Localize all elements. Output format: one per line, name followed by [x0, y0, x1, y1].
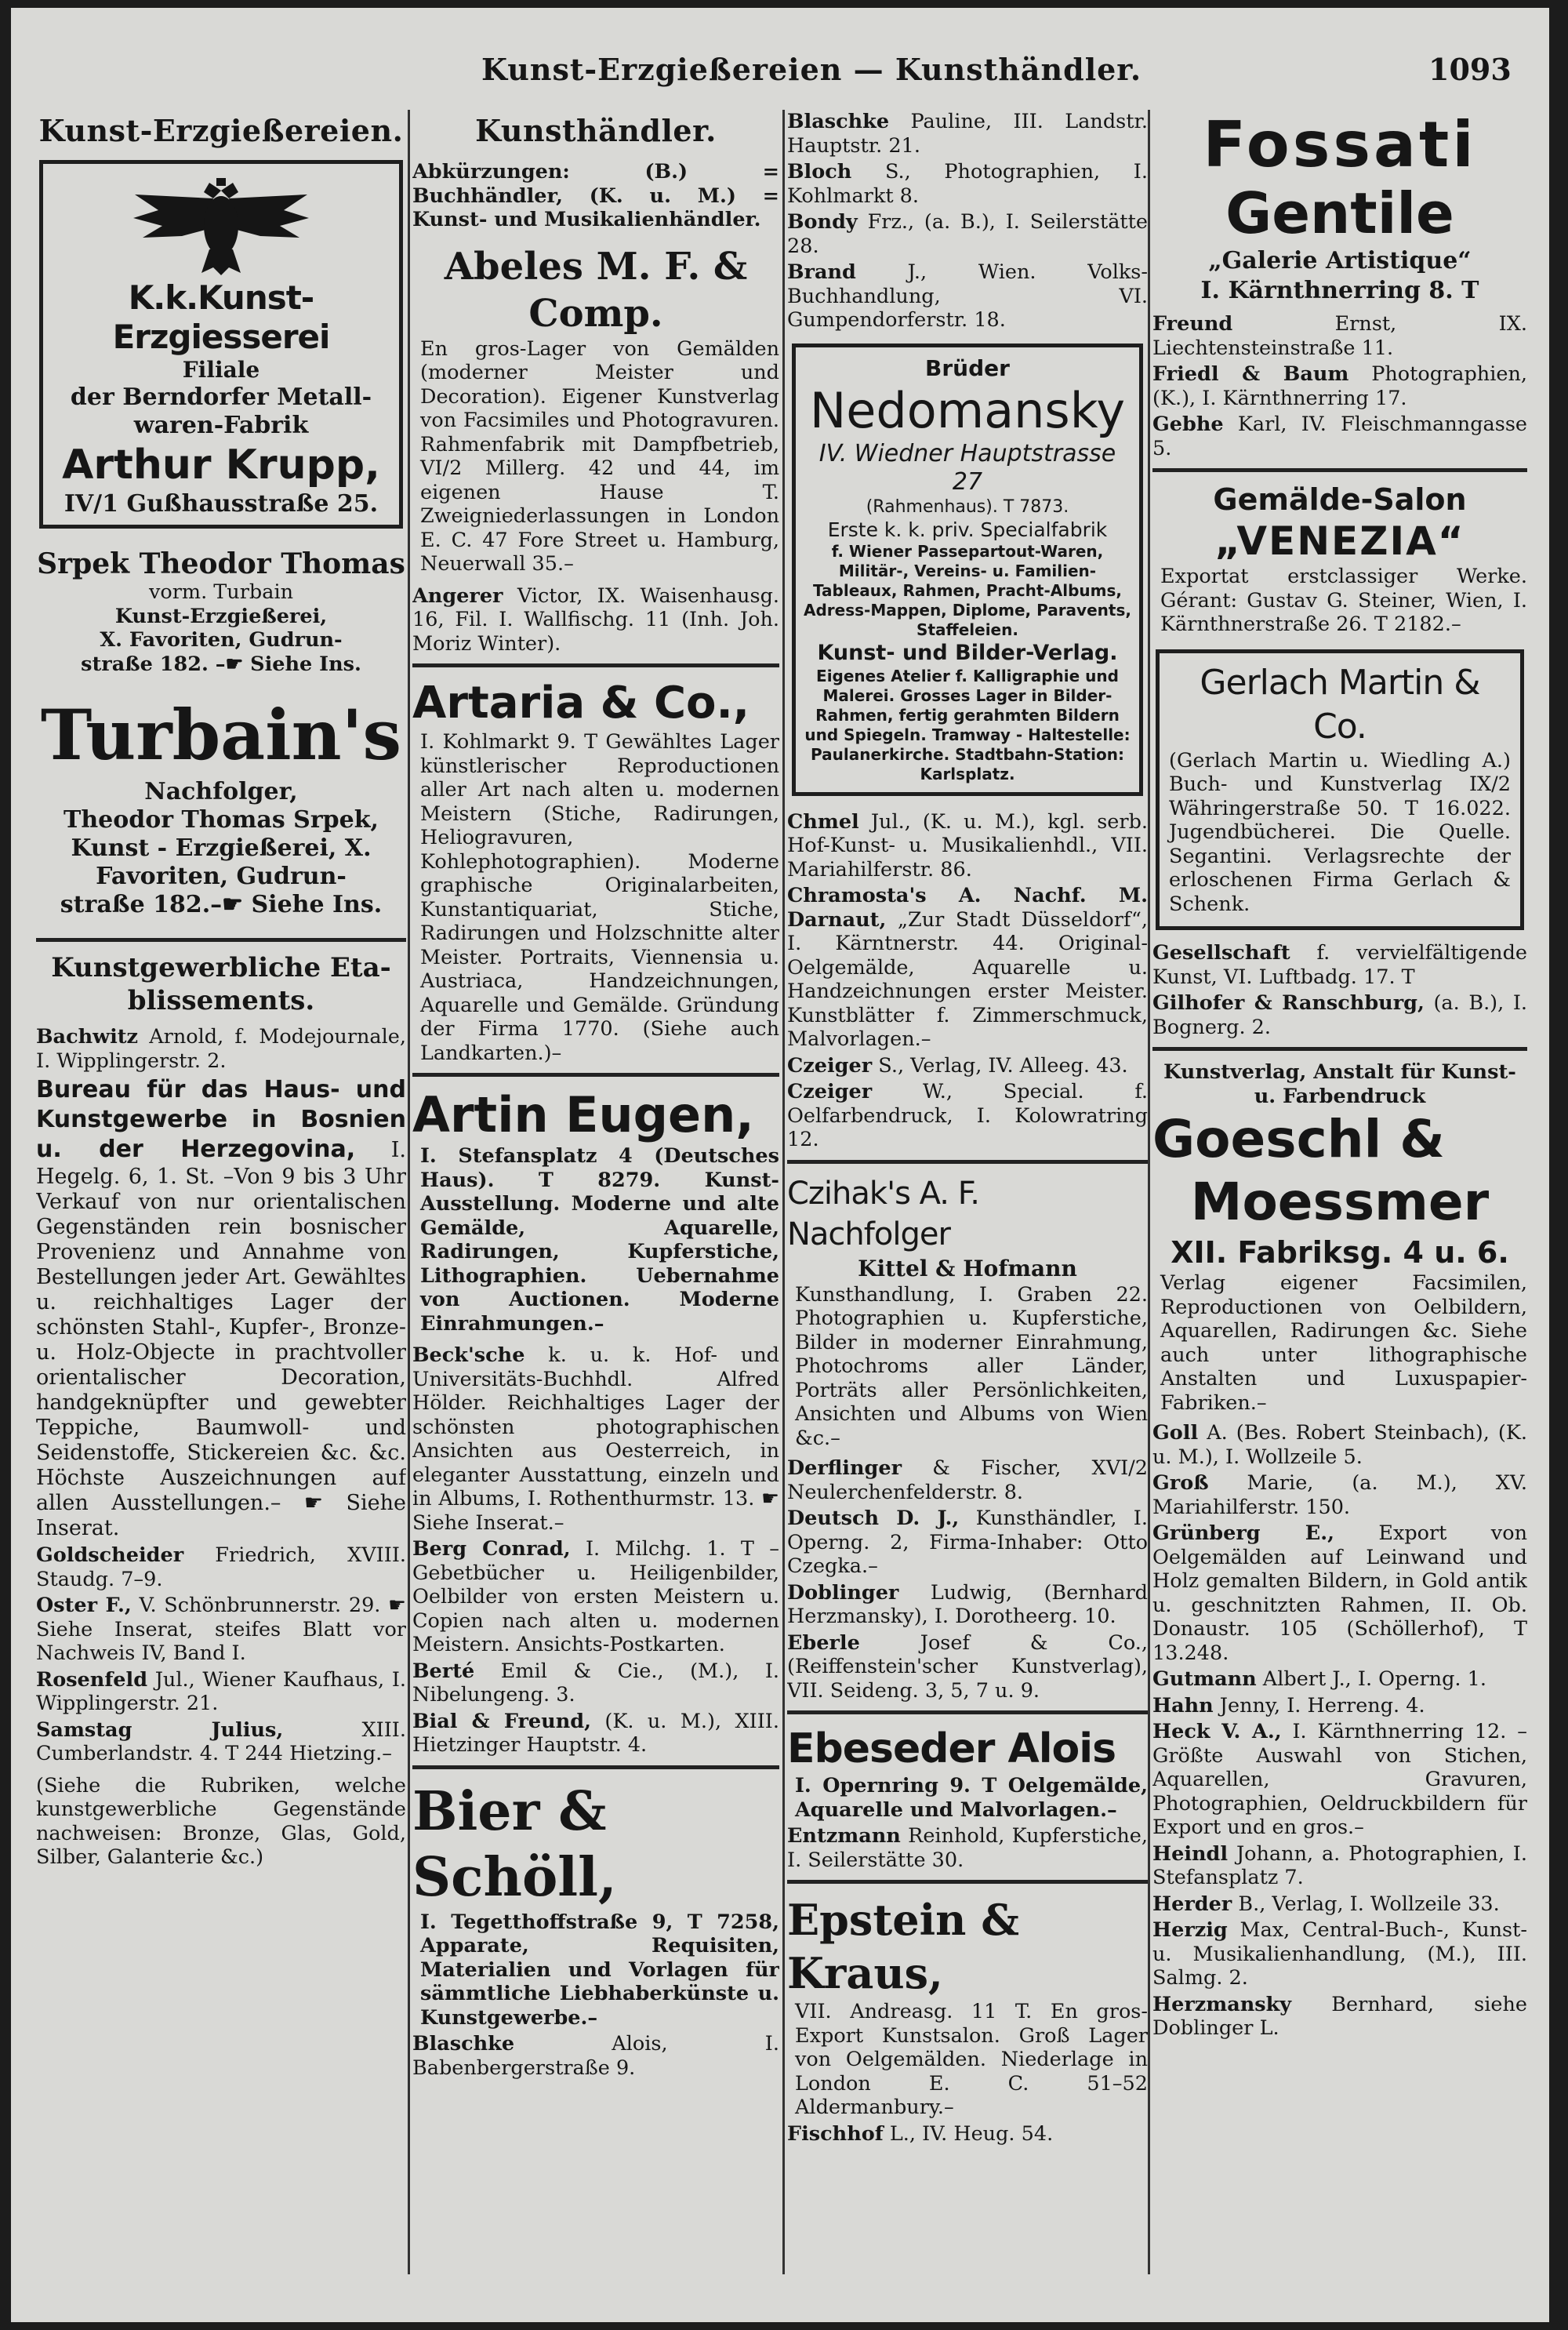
- krupp-ad-line1: Filiale: [182, 357, 260, 383]
- list-item: Friedl & Baum Photographien, (K.), I. Kärnthnerring 17.: [1152, 362, 1527, 410]
- srpek-line2: Kunst-Erzgießerei,: [114, 604, 328, 628]
- srpek-line3: X. Favoriten, Gudrun-: [100, 628, 343, 652]
- section-divider: [1152, 468, 1527, 472]
- goeschl-pre: Kunstverlag, Anstalt für Kunst- u. Farbendruck: [1163, 1060, 1516, 1108]
- venezia-line2: „VENEZIA“: [1214, 518, 1465, 564]
- srpek-line4: straße 182. –☛ Siehe Ins.: [81, 652, 361, 676]
- section-title-kunsthaendler: Kunsthändler.: [475, 113, 717, 148]
- list-item: Czeiger W., Special. f. Oelfarbendruck, I. Kolowratring 12.: [787, 1080, 1148, 1151]
- page-header-title: Kunst-Erzgießereien — Kunsthändler.: [481, 52, 1142, 87]
- artaria-name: Artaria & Co.,: [412, 678, 750, 729]
- turbain-ad-line3: Kunst - Erzgießerei, X.: [71, 834, 372, 862]
- list-item: Gutmann Albert J., I. Operng. 1.: [1152, 1667, 1486, 1691]
- krupp-ad-name: K.k.Kunst-Erzgiesserei: [112, 278, 330, 356]
- column-1: [36, 110, 406, 2290]
- bier-schoell-advertisement: [412, 1779, 779, 2030]
- section-divider: [412, 1765, 779, 1769]
- list-item: Berté Emil & Cie., (M.), I. Nibelungeng. 3.: [412, 1659, 779, 1707]
- list-item: Bachwitz Arnold, f. Modejournale, I. Wipplingerstr. 2.: [36, 1025, 406, 1073]
- section-divider: [787, 1710, 1148, 1714]
- bier-schoell-name: Bier & Schöll,: [412, 1779, 617, 1909]
- fossati-advertisement: [1152, 110, 1527, 306]
- goeschl-line2: Moessmer: [1190, 1172, 1490, 1232]
- epstein-kraus-advertisement: [787, 1893, 1148, 2120]
- turbain-ad-line4: Favoriten, Gudrun-: [96, 863, 347, 890]
- list-item: Bial & Freund, (K. u. M.), XIII. Hietzinger Hauptstr. 4.: [412, 1709, 779, 1757]
- list-item: (Siehe die Rubriken, welche kunstgewerbliche Gegenstände nachweisen: Bronze, Glas, Gold, Silber, Galanterie &c.): [36, 1773, 406, 1869]
- venezia-line1: Gemälde-Salon: [1213, 482, 1467, 517]
- nedomansky-ad-line0: Brüder: [925, 354, 1010, 381]
- krupp-ad-line2: der Berndorfer Metall-: [70, 383, 372, 411]
- section-divider: [412, 1073, 779, 1077]
- nedomansky-ad-line3: Erste k. k. priv. Specialfabrik: [827, 518, 1108, 541]
- column-4: [1152, 110, 1527, 2290]
- abeles-name: Abeles M. F. & Comp.: [444, 244, 748, 336]
- abeles-advertisement: [412, 243, 779, 576]
- turbain-ad-line1: Nachfolger,: [144, 778, 298, 805]
- list-item: Rosenfeld Jul., Wiener Kaufhaus, I. Wipplingerstr. 21.: [36, 1667, 406, 1715]
- list-item: Eberle Josef & Co., (Reiffenstein'scher Kunstverlag), VII. Seideng. 3, 5, 7 u. 9.: [787, 1630, 1148, 1703]
- fossati-line2: Gentile: [1225, 180, 1454, 246]
- list-item: Goldscheider Friedrich, XVIII. Staudg. 7–9.: [36, 1543, 406, 1591]
- list-item: Oster F., V. Schönbrunnerstr. 29. ☛ Siehe Inserat, steifes Blatt vor Nachweis IV, Band I.: [36, 1594, 406, 1665]
- list-item: Grünberg E., Export von Oelgemälden auf Leinwand und Holz gemalten Bildern, in Gold antik u. geschnitzten Rahmen, II. Ob. Donaustr. 105 (Schöllerhof), T 13.248.: [1152, 1521, 1527, 1665]
- section-title-kunstgewerbliche: Kunstgewerbliche Eta-blissements.: [51, 952, 391, 1016]
- list-item: Blaschke Alois, I. Babenbergerstraße 9.: [412, 2032, 779, 2080]
- column-rule: [1148, 110, 1150, 2274]
- venezia-advertisement: [1152, 482, 1527, 637]
- section-divider: [36, 938, 406, 942]
- fossati-line1: Fossati: [1203, 110, 1477, 181]
- gerlach-advertisement: [1156, 649, 1524, 931]
- krupp-ad-owner: Arthur Krupp,: [62, 442, 380, 489]
- krupp-ad-line3: waren-Fabrik: [133, 412, 309, 439]
- section-divider: [787, 1160, 1148, 1164]
- goeschl-line1: Goeschl &: [1152, 1109, 1445, 1169]
- epstein-kraus-name: Epstein & Kraus,: [787, 1895, 1019, 1998]
- krupp-advertisement: [39, 160, 403, 529]
- list-item: Beck'sche k. u. k. Hof- und Universitäts-Buchhdl. Alfred Hölder. Reichhaltiges Lager der schönsten photographischen Ansichten aus Oesterreich, in eleganter Ausstattung, einzeln und in Albums, I. Rothenthurmstr. 13. ☛ Siehe Inserat.–: [412, 1343, 779, 1535]
- page-header: [11, 49, 1549, 93]
- section-divider: [1152, 1047, 1527, 1051]
- column-2: [412, 110, 779, 2290]
- turbain-ad-name: Turbain's: [40, 694, 402, 776]
- srpek-line1: vorm. Turbain: [148, 580, 294, 604]
- column-rule: [782, 110, 785, 2274]
- list-item: Bloch S., Photographien, I. Kohlmarkt 8.: [787, 160, 1148, 208]
- list-item: Bondy Frz., (a. B.), I. Seilerstätte 28.: [787, 210, 1148, 258]
- czihak-name: Czihak's A. F. Nachfolger: [787, 1175, 980, 1252]
- ebeseder-advertisement: [787, 1724, 1148, 1822]
- nedomansky-ad-line6: Eigenes Atelier f. Kalligraphie und Malerei. Grosses Lager in Bilder-Rahmen, fertig gerahmten Bildern und Spiegeln. Tramway - Haltestelle: Paulanerkirche. Stadtbahn-Station: Karlsplatz.: [804, 666, 1131, 783]
- artin-advertisement: [412, 1086, 779, 1336]
- krupp-ad-address: IV/1 Gußhausstraße 25.: [64, 490, 379, 518]
- list-item: Brand J., Wien. Volks-Buchhandlung, VI. Gumpendorferstr. 18.: [787, 260, 1148, 332]
- artin-text: I. Stefansplatz 4 (Deutsches Haus). T 8279. Kunst-Ausstellung. Moderne und alte Gemälde, Aquarelle, Radirungen, Kupferstiche, Lithographien. Uebernahme von Auctionen. Moderne Einrahmungen.–: [420, 1144, 779, 1336]
- column-3: [787, 110, 1148, 2290]
- goeschl-line3: XII. Fabriksg. 4 u. 6.: [1171, 1235, 1509, 1270]
- goeschl-advertisement: [1152, 1060, 1527, 1415]
- artin-name: Artin Eugen,: [412, 1086, 754, 1143]
- turbain-advertisement: [36, 692, 406, 919]
- list-item: Chmel Jul., (K. u. M.), kgl. serb. Hof-Kunst- u. Musikalienhdl., VII. Mariahilferstr. 86.: [787, 809, 1148, 881]
- artaria-advertisement: [412, 677, 779, 1065]
- fossati-line4: I. Kärnthnerring 8. T: [1200, 277, 1479, 304]
- column-rule: [408, 110, 410, 2274]
- venezia-line3: Exportat erstclassiger Werke. Gérant: Gustav G. Steiner, Wien, I. Kärnthnerstraße 26. T 2182.–: [1160, 565, 1527, 636]
- list-item: Deutsch D. J., Kunsthändler, I. Operng. 2, Firma-Inhaber: Otto Czegka.–: [787, 1507, 1148, 1578]
- ebeseder-name: Ebeseder Alois: [787, 1725, 1116, 1772]
- srpek-name: Srpek Theodor Thomas: [37, 547, 405, 580]
- section-title-kunst-erzgiessereien: Kunst-Erzgießereien.: [38, 113, 404, 148]
- list-item: Herder B., Verlag, I. Wollzeile 33.: [1152, 1892, 1500, 1916]
- srpek-entry: [36, 547, 406, 676]
- list-item: Gesellschaft f. vervielfältigende Kunst, VI. Luftbadg. 17. T: [1152, 941, 1527, 989]
- abeles-text: En gros-Lager von Gemälden (moderner Meister und Decoration). Eigener Kunstverlag von Facsimiles und Photogravuren. Rahmenfabrik mit Dampfbetrieb, VI/2 Millerg. 42 und 44, im eigenen Hause T. Zweigniederlassungen in London E. C. 47 Fore Street u. Hamburg, Neuerwall 35.–: [420, 336, 779, 576]
- page-number: 1093: [1428, 52, 1512, 87]
- list-item: Fischhof L., IV. Heug. 54.: [787, 2121, 1054, 2146]
- nedomansky-ad-line4: f. Wiener Passepartout-Waren, Militär-, Vereins- u. Familien-Tableaux, Rahmen, Pracht-Albums, Adress-Mappen, Diplome, Paravents, Staffeleien.: [804, 541, 1131, 639]
- section-divider: [787, 1880, 1148, 1884]
- list-item: Gebhe Karl, IV. Fleischmanngasse 5.: [1152, 413, 1527, 460]
- list-item: Doblinger Ludwig, (Bernhard Herzmansky), I. Dorotheerg. 10.: [787, 1580, 1148, 1628]
- nedomansky-advertisement: [792, 344, 1143, 796]
- list-item: Czeiger S., Verlag, IV. Alleeg. 43.: [787, 1053, 1128, 1078]
- list-item: Blaschke Pauline, III. Landstr. Hauptstr. 21.: [787, 110, 1148, 158]
- turbain-ad-line5: straße 182.–☛ Siehe Ins.: [60, 891, 383, 918]
- czihak-text: Kunsthandlung, I. Graben 22. Photographien u. Kupferstiche, Bilder in moderner Einrahmung, Photochroms aller Länder, Porträts aller Persönlichkeiten, Ansichten und Albums von Wien &c.–: [795, 1282, 1148, 1450]
- list-item: Herzmansky Bernhard, siehe Doblinger L.: [1152, 1992, 1527, 2040]
- fossati-line3: „Galerie Artistique“: [1208, 247, 1472, 274]
- turbain-ad-line2: Theodor Thomas Srpek,: [64, 806, 379, 834]
- epstein-kraus-text: VII. Andreasg. 11 T. En gros-Export Kunstsalon. Groß Lager von Oelgemälden. Niederlage in London E. C. 51–52 Aldermanbury.–: [795, 2000, 1148, 2119]
- list-item: Samstag Julius, XIII. Cumberlandstr. 4. T 244 Hietzing.–: [36, 1718, 406, 1765]
- list-item: Derflinger & Fischer, XVI/2 Neulerchenfelderstr. 8.: [787, 1456, 1148, 1504]
- abbreviations-note: Abkürzungen: (B.) = Buchhändler, (K. u. M.) = Kunst- und Musikalienhändler.: [412, 160, 779, 231]
- czihak-sub: Kittel & Hofmann: [858, 1255, 1077, 1281]
- nedomansky-ad-line2: (Rahmenhaus). T 7873.: [866, 496, 1069, 517]
- ebeseder-text: I. Opernring 9. T Oelgemälde, Aquarelle und Malvorlagen.–: [795, 1774, 1148, 1822]
- list-item: Hahn Jenny, I. Herreng. 4.: [1152, 1693, 1425, 1718]
- list-item: Freund Ernst, IX. Liechtensteinstraße 11.: [1152, 312, 1527, 360]
- list-item: Herzig Max, Central-Buch-, Kunst- u. Musikalienhandlung, (M.), III. Salmg. 2.: [1152, 1918, 1527, 1990]
- bier-schoell-text: I. Tegetthoffstraße 9, T 7258, Apparate, Requisiten, Materialien und Vorlagen für sämmtliche Liebhaberkünste u. Kunstgewerbe.–: [420, 1910, 779, 2030]
- gerlach-name: Gerlach Martin & Co.: [1200, 662, 1480, 747]
- list-item: Entzmann Reinhold, Kupferstiche, I. Seilerstätte 30.: [787, 1824, 1148, 1872]
- goeschl-text: Verlag eigener Facsimilen, Reproductionen von Oelbildern, Aquarellen, Radirungen &c. Siehe auch unter lithographische Anstalten und Luxuspapier-Fabriken.–: [1160, 1271, 1527, 1415]
- nedomansky-ad-line5: Kunst- und Bilder-Verlag.: [817, 640, 1118, 665]
- list-item: Goll A. (Bes. Robert Steinbach), (K. u. M.), I. Wollzeile 5.: [1152, 1421, 1527, 1469]
- list-item: Bureau für das Haus- und Kunstgewerbe in Bosnien u. der Herzegovina, I. Hegelg. 6, 1. St. –Von 9 bis 3 Uhr Verkauf von nur orientalischen Gegenständen rein bosnischer Provenienz und Annahme von Bestellungen jeder Art. Gewähltes u. reichhaltiges Lager der schönsten Stahl-, Kupfer-, Bronze- u. Holz-Objecte in prachtvoller orientalischer Decoration, handgeknüpfter und gewebter Teppiche, Baumwoll- und Seidenstoffe, Stickereien &c. &c. Höchste Auszeichnungen auf allen Ausstellungen.– ☛ Siehe Inserat.: [36, 1076, 406, 1540]
- list-item: Berg Conrad, I. Milchg. 1. T –Gebetbücher u. Heiligenbilder, Oelbilder von ersten Meistern u. Copien nach alten u. modernen Meistern. Ansichts-Postkarten.: [412, 1537, 779, 1656]
- gerlach-text: (Gerlach Martin u. Wiedling A.) Buch- und Kunstverlag IX/2 Währingerstraße 50. T 16.022. Jugendbücherei. Die Quelle. Segantini. Verlagsrechte der erloschenen Firma Gerlach & Schenk.: [1169, 748, 1511, 916]
- nedomansky-ad-address: IV. Wiedner Hauptstrasse 27: [818, 439, 1116, 496]
- list-item: Angerer Victor, IX. Waisenhausg. 16, Fil. I. Wallfischg. 11 (Inh. Joh. Moriz Winter).: [412, 583, 779, 656]
- list-item: Groß Marie, (a. M.), XV. Mariahilferstr. 150.: [1152, 1471, 1527, 1519]
- list-item: Gilhofer & Ranschburg, (a. B.), I. Bognerg. 2.: [1152, 991, 1527, 1039]
- list-item: Heck V. A., I. Kärnthnerring 12. –Größte Auswahl von Stichen, Aquarellen, Gravuren, Photographien, Oeldruckbildern für Export und en gros.–: [1152, 1720, 1527, 1839]
- nedomansky-ad-name: Nedomansky: [809, 381, 1126, 439]
- directory-page: [11, 8, 1549, 2322]
- czihak-advertisement: [787, 1173, 1148, 1451]
- section-divider: [412, 663, 779, 667]
- list-item: Heindl Johann, a. Photographien, I. Stefansplatz 7.: [1152, 1841, 1527, 1889]
- list-item: Chramosta's A. Nachf. M. Darnaut, „Zur Stadt Düsseldorf“, I. Kärntnerstr. 44. Original-Oelgemälde, Aquarelle u. Handzeichnungen erster Meister. Kunstblätter f. Zimmerschmuck, Malvorlagen.–: [787, 884, 1148, 1051]
- artaria-text: I. Kohlmarkt 9. T Gewähltes Lager künstlerischer Reproductionen aller Art nach alten u. modernen Meistern (Stiche, Radirungen, Heliogravuren, Kohlephotographien). Moderne graphische Originalarbeiten, Kunstantiquariat, Stiche, Radirungen und Holzschnitte alter Meister. Portraits, Viennensia u. Austriaca, Handzeichnungen, Aquarelle und Gemälde. Gründung der Firma 1770. (Siehe auch Landkarten.)–: [420, 730, 779, 1065]
- double-eagle-emblem-icon: [127, 175, 315, 277]
